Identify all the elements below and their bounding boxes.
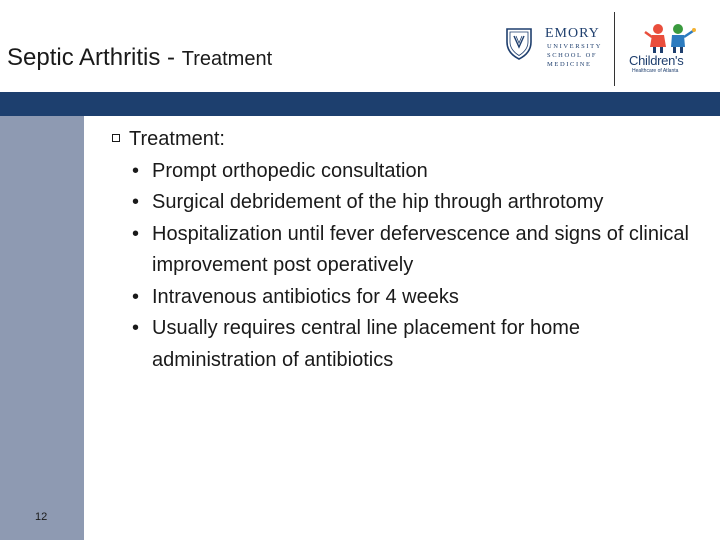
childrens-name: Children's: [629, 53, 684, 68]
kids-icon: [641, 22, 701, 54]
list-item: [112, 156, 692, 188]
logo-divider: [614, 12, 615, 86]
emory-name: EMORY: [545, 26, 600, 41]
side-band: [0, 116, 84, 540]
bullet-dot-icon: •: [132, 159, 140, 182]
childrens-logo: [627, 22, 715, 74]
childrens-tagline: Healthcare of Atlanta: [632, 68, 679, 74]
emory-university: UNIVERSITY: [547, 43, 602, 50]
bullet-dot-icon: •: [132, 285, 140, 308]
square-bullet-icon: [112, 134, 120, 142]
list-item-text: Prompt orthopedic consultation: [152, 159, 428, 182]
page-number: 12: [35, 511, 48, 523]
list-item-text: Surgical debridement of the hip through arthrotomy: [152, 191, 604, 213]
bullet-heading-text: Treatment:: [129, 128, 225, 150]
list-item: [112, 282, 692, 314]
list-item-text: Hospitalization until fever defervescence and signs of clinical improvement post operatively: [152, 222, 689, 276]
emory-school-of: SCHOOL OF: [547, 52, 598, 59]
shield-icon: [505, 26, 533, 60]
slide-title: [7, 44, 272, 72]
emory-medicine: MEDICINE: [547, 61, 592, 68]
list-item: [112, 313, 692, 376]
slide-title-main: Septic Arthritis -: [7, 44, 182, 71]
bullet-dot-icon: •: [132, 191, 140, 213]
list-item-text: Usually requires central line placement for home administration of antibiotics: [152, 317, 580, 371]
slide-body: [112, 124, 692, 376]
list-item: [112, 219, 692, 282]
bullet-dot-icon: •: [132, 222, 140, 245]
bullet-dot-icon: •: [132, 317, 140, 339]
list-item: [112, 187, 692, 219]
list-item-text: Intravenous antibiotics for 4 weeks: [152, 285, 459, 308]
header-band: [0, 92, 720, 116]
slide-title-sub: Treatment: [181, 48, 273, 70]
bullet-heading: [112, 124, 692, 156]
emory-logo: [505, 22, 605, 72]
